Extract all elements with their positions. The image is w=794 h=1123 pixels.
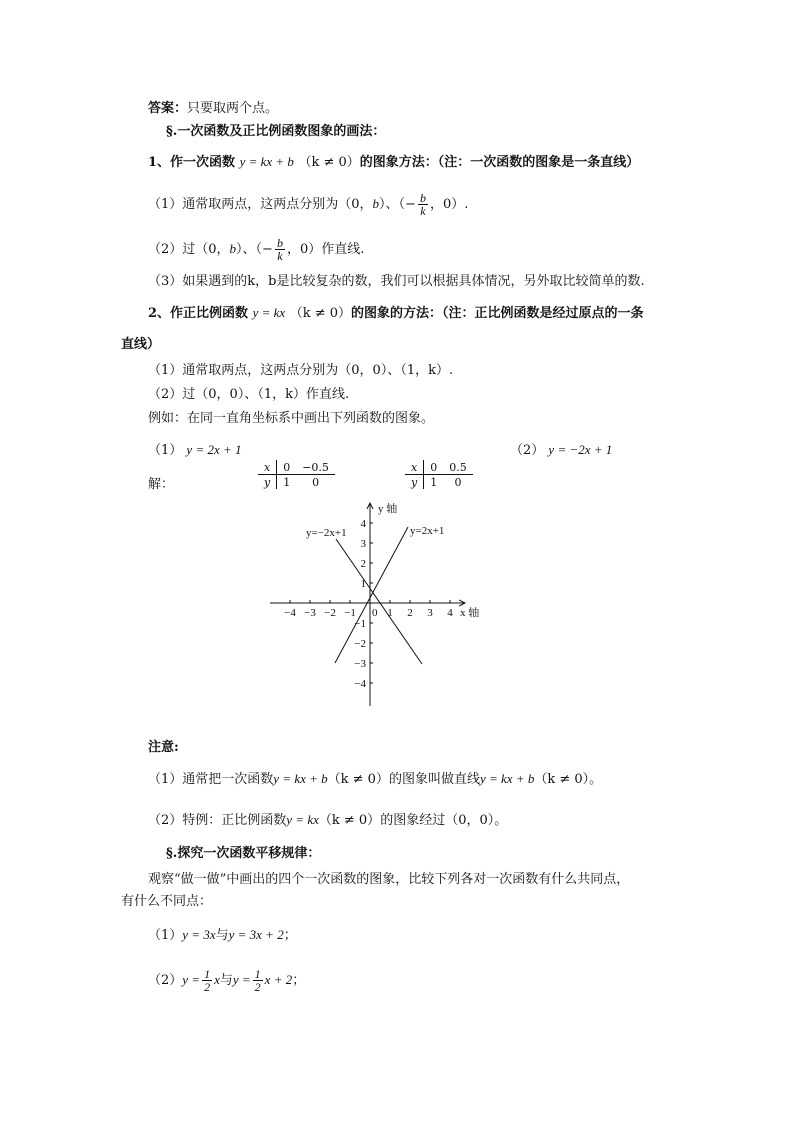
section1-title: §.一次函数及正比例函数图象的画法：: [166, 124, 386, 139]
table1-cell: 1: [283, 475, 291, 489]
pair2-frac1-num: 1: [204, 967, 211, 981]
section2-title: §.探究一次函数平移规律：: [166, 846, 321, 861]
pair1-join: 与: [215, 928, 229, 943]
step2-1: （1）通常取两点，这两点分别为（0，0）、（1，k）.: [148, 363, 454, 378]
table1-y-header: y: [258, 475, 277, 490]
table2-cell: 0: [454, 475, 462, 489]
step1-1-pre: （1）通常取两点，这两点分别为（0，: [148, 197, 373, 212]
step1-1-mid: ）、（−: [379, 197, 416, 212]
pair2-frac2-den: 2: [254, 980, 261, 994]
table1-cell: 0: [277, 460, 297, 475]
x-axis-label: x 轴: [460, 607, 480, 619]
step1-2-mid: ）、（−: [236, 242, 273, 257]
x-tick-labels: [284, 607, 453, 619]
x-tick-label: 4: [447, 607, 453, 619]
pair2-pre1: y =: [182, 972, 201, 987]
origin-label: 0: [372, 607, 378, 619]
y-axis-label: y 轴: [378, 503, 398, 515]
note2-post: 的图象经过（0，0）。: [380, 813, 508, 828]
example1: [148, 441, 242, 460]
note2-formula: y = kx: [286, 812, 319, 827]
x-tick-label: 3: [427, 607, 433, 619]
x-tick-label: 1: [387, 607, 393, 619]
item2-prefix: 2、作正比例函数: [148, 306, 249, 321]
step1-2-fraction: [275, 237, 285, 262]
coordinate-graph: [260, 498, 500, 713]
item1-suffix: 的图象方法：（注：一次函数的图象是一条直线）: [359, 155, 640, 170]
table2-cell: 1: [430, 475, 438, 489]
note2-cond: （k ≠ 0）: [318, 813, 381, 828]
item2-heading: [148, 304, 644, 323]
pair1-f2: y = 3x + 2: [228, 927, 284, 942]
pair2-frac1-den: 2: [204, 980, 211, 994]
step1-3: （3）如果遇到的k，b是比较复杂的数，我们可以根据具体情况，另外取比较简单的数.: [148, 274, 645, 289]
solution-label: 解：: [148, 477, 175, 492]
pair1-f1: y = 3x: [182, 927, 216, 942]
example2-func: y = −2x + 1: [548, 442, 613, 457]
pair1-end: ；: [283, 928, 297, 943]
item1-heading: [148, 153, 639, 172]
pair2-end: ；: [292, 973, 306, 988]
item2-formula: y = kx: [252, 305, 286, 320]
step1-1-post: ，0）.: [429, 197, 469, 212]
step2-2: （2）过（0，0）、（1，k）作直线.: [148, 387, 350, 402]
step1-2: [148, 237, 364, 262]
pair2-post1: x: [214, 972, 220, 987]
line-y-neg2x-plus-1: [336, 539, 422, 664]
note1-mid: 的图象叫做直线: [388, 772, 480, 787]
answer-line: [148, 100, 278, 118]
pair2-frac1: [202, 968, 212, 993]
value-table-1: [258, 460, 335, 489]
y-tick-label: −4: [354, 678, 366, 690]
step1-2-frac-den: k: [277, 249, 283, 263]
example2-label: （2）: [510, 443, 545, 458]
y-tick-label: −2: [354, 638, 366, 650]
pair2-label: （2）: [148, 973, 183, 988]
pair2-frac2: [253, 968, 263, 993]
observe-line-1: 观察“做一做”中画出的四个一次函数的图象，比较下列各对一次函数有什么共同点，: [148, 872, 630, 887]
pair1: [148, 926, 297, 945]
note1-cond2: （k ≠ 0）: [534, 772, 590, 787]
item2-cond: （k ≠ 0）: [289, 306, 352, 321]
step1-2-pre: （2）过（0，: [148, 242, 230, 257]
pair1-label: （1）: [148, 928, 183, 943]
step1-1-b: b: [372, 196, 380, 211]
note1-formula2: y = kx + b: [479, 771, 535, 786]
example1-label: （1）: [148, 443, 183, 458]
x-tick-label: −3: [304, 607, 316, 619]
x-tick-label: −2: [324, 607, 336, 619]
pair2-pre2: y =: [232, 972, 251, 987]
y-tick-label: −3: [354, 658, 366, 670]
item1-prefix: 1、作一次函数: [148, 155, 236, 170]
note2-pre: （2）特例：正比例函数: [148, 813, 287, 828]
step1-1-fraction: [418, 192, 428, 217]
x-tick-label: −1: [344, 607, 356, 619]
x-tick-label: 2: [407, 607, 413, 619]
pair2-post2: x + 2: [264, 972, 293, 987]
item2-suffix: 的图象的方法：（注：正比例函数是经过原点的一条: [351, 306, 644, 321]
note1-cond1: （k ≠ 0）: [327, 772, 389, 787]
value-table-2: [405, 460, 473, 489]
note-title: 注意:: [148, 740, 179, 755]
step1-1: [148, 192, 468, 217]
step1-2-frac-num: b: [276, 236, 283, 250]
table1-cell: 0: [312, 475, 320, 489]
table2-x-header: x: [405, 460, 424, 475]
y-tick-label: 3: [360, 538, 366, 550]
example2: [510, 441, 612, 460]
step1-1-frac-den: k: [420, 204, 426, 218]
pair2-frac2-num: 1: [254, 967, 261, 981]
answer-label: 答案：: [148, 101, 188, 116]
pair2: [148, 968, 305, 993]
table1-cell: −0.5: [296, 460, 335, 475]
example1-func: y = 2x + 1: [186, 442, 242, 457]
x-tick-label: −4: [284, 607, 296, 619]
step1-1-frac-num: b: [419, 191, 426, 205]
item2-continuation: 直线）: [121, 337, 161, 352]
pair2-join: 与: [219, 973, 233, 988]
table1-x-header: x: [258, 460, 277, 475]
answer-text: 只要取两个点。: [187, 101, 279, 116]
note1-formula1: y = kx + b: [273, 771, 328, 786]
example-intro: 例如：在同一直角坐标系中画出下列函数的图象。: [148, 411, 435, 426]
table2-cell: 0: [424, 460, 444, 475]
observe-line-2: 有什么不同点：: [121, 894, 213, 909]
step1-2-b: b: [229, 241, 237, 256]
y-tick-label: 4: [360, 518, 366, 530]
line2-label: y=−2x+1: [306, 527, 347, 539]
item1-formula: y = kx + b: [239, 154, 294, 169]
y-tick-label: −1: [354, 618, 366, 630]
y-tick-labels: [354, 518, 366, 690]
y-tick-label: 2: [360, 558, 366, 570]
item1-cond: （k ≠ 0）: [298, 155, 360, 170]
line1-label: y=2x+1: [410, 525, 445, 537]
note1: [148, 770, 602, 789]
table2-y-header: y: [405, 475, 424, 490]
step1-2-post: ，0）作直线.: [286, 242, 365, 257]
table2-cell: 0.5: [443, 460, 473, 475]
note1-pre: （1）通常把一次函数: [148, 772, 274, 787]
y-tick-label: 1: [360, 578, 366, 590]
note2: [148, 811, 507, 830]
note1-post: 。: [589, 772, 603, 787]
